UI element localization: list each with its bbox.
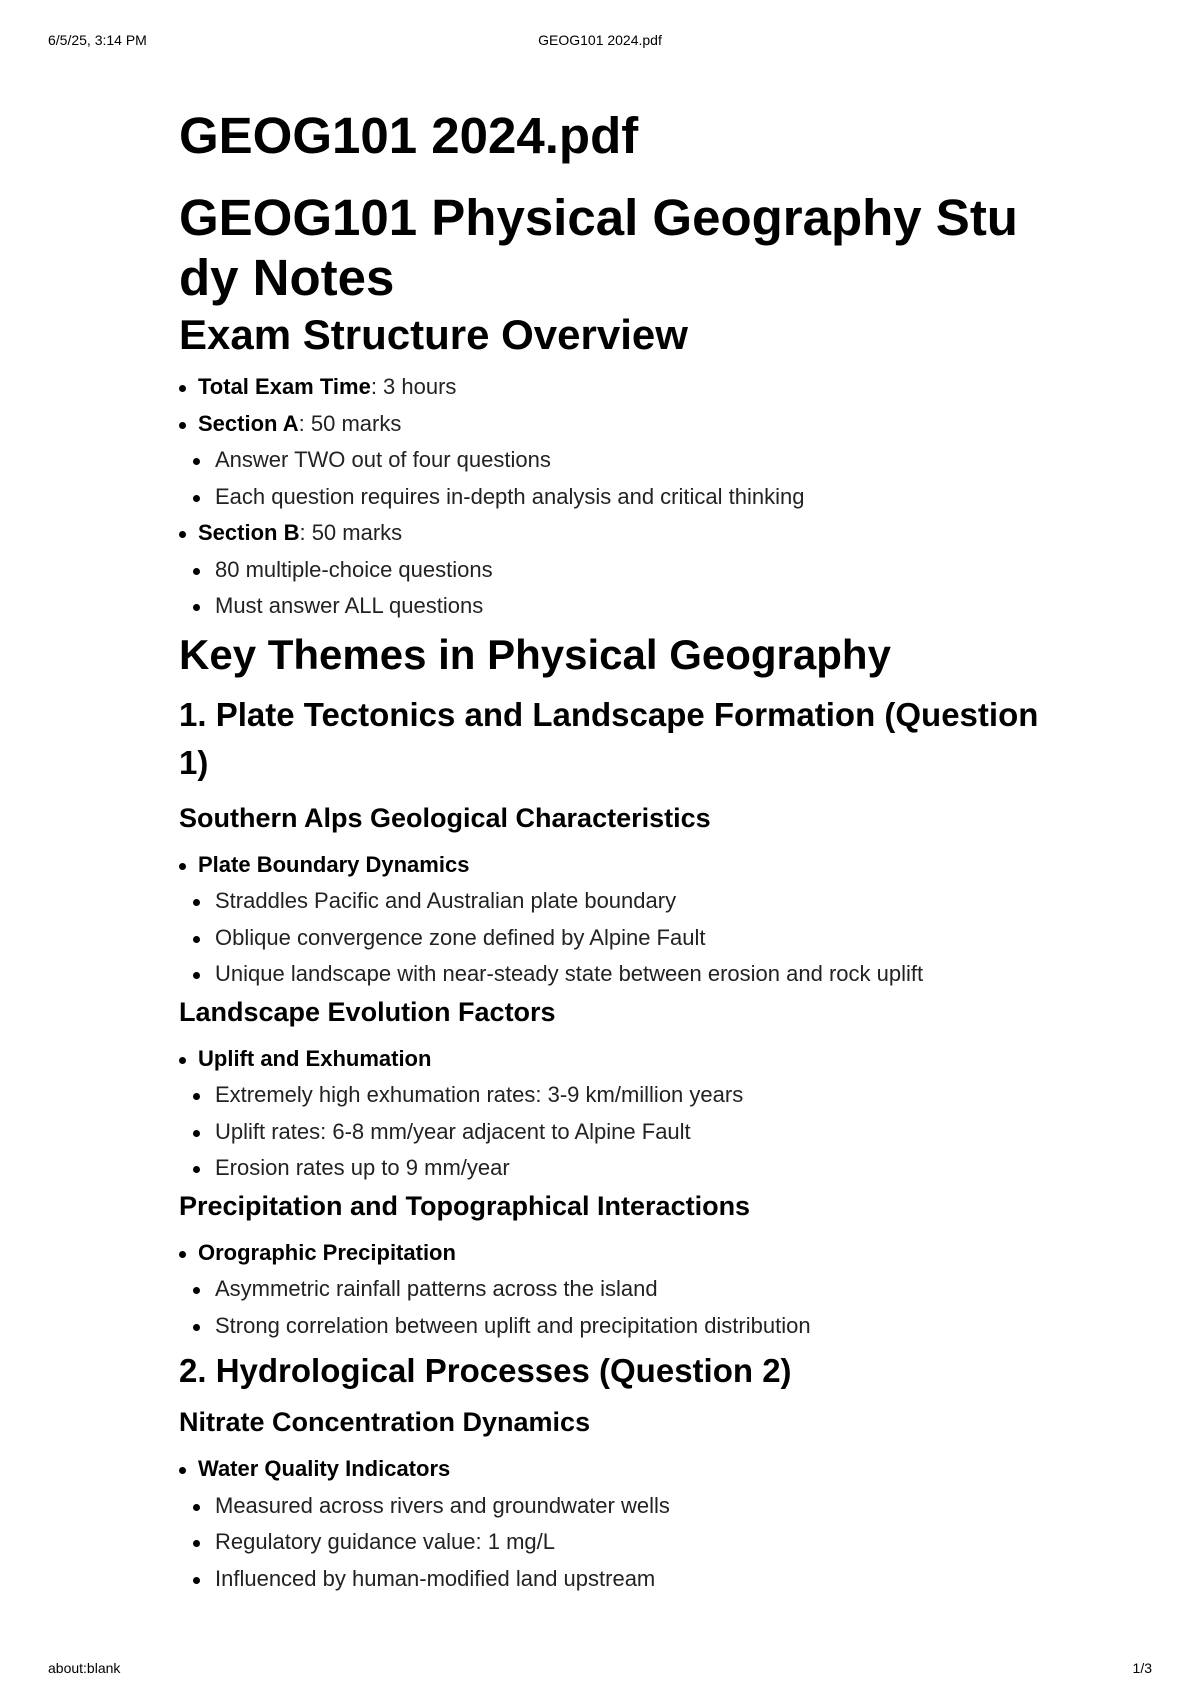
list-item: Plate Boundary Dynamics bbox=[179, 847, 1039, 884]
exam-structure-heading: Exam Structure Overview bbox=[179, 311, 688, 358]
exam-structure-list bbox=[179, 369, 1039, 625]
nitrate-heading: Nitrate Concentration Dynamics bbox=[179, 1407, 591, 1437]
print-url: about:blank bbox=[48, 1660, 121, 1676]
print-header bbox=[48, 32, 1152, 50]
list-item: Oblique convergence zone defined by Alpine Fault bbox=[179, 920, 1039, 957]
list-item bbox=[179, 369, 1039, 406]
list-item: 80 multiple-choice questions bbox=[179, 552, 1039, 589]
precipitation-heading: Precipitation and Topographical Interactions bbox=[179, 1190, 751, 1221]
precipitation-list bbox=[179, 1235, 1039, 1345]
landscape-evolution-heading: Landscape Evolution Factors bbox=[179, 996, 556, 1027]
section-a-value: : 50 marks bbox=[298, 410, 402, 436]
southern-alps-list bbox=[179, 847, 1039, 993]
document-title: GEOG101 Physical Geography Study Notes bbox=[179, 189, 1018, 306]
list-item: Unique landscape with near-steady state between erosion and rock uplift bbox=[179, 956, 1039, 993]
document-filename: GEOG101 2024.pdf bbox=[179, 107, 639, 164]
list-item: Answer TWO out of four questions bbox=[179, 442, 1039, 479]
list-item: Uplift and Exhumation bbox=[179, 1041, 1039, 1078]
list-item: Straddles Pacific and Australian plate boundary bbox=[179, 883, 1039, 920]
page-number: 1/3 bbox=[1132, 1660, 1152, 1676]
list-item: Erosion rates up to 9 mm/year bbox=[179, 1150, 1039, 1187]
list-item: Uplift rates: 6-8 mm/year adjacent to Alpine Fault bbox=[179, 1114, 1039, 1151]
list-item: Influenced by human-modified land upstream bbox=[179, 1561, 1039, 1598]
key-themes-heading: Key Themes in Physical Geography bbox=[179, 630, 891, 678]
list-item: Strong correlation between uplift and precipitation distribution bbox=[179, 1308, 1039, 1345]
total-time-value: : 3 hours bbox=[370, 374, 457, 399]
print-footer bbox=[48, 1660, 1152, 1678]
list-item: Water Quality Indicators bbox=[179, 1451, 1039, 1488]
list-item bbox=[179, 515, 1039, 552]
section-b-label: Section B bbox=[198, 520, 300, 545]
print-title: GEOG101 2024.pdf bbox=[538, 32, 662, 48]
list-item: Each question requires in-depth analysis and critical thinking bbox=[179, 479, 1039, 516]
section-a-label: Section A bbox=[198, 410, 299, 436]
list-item: Orographic Precipitation bbox=[179, 1235, 1039, 1272]
southern-alps-heading: Southern Alps Geological Characteristics bbox=[179, 802, 711, 833]
list-item bbox=[179, 406, 1039, 443]
section-b-value: : 50 marks bbox=[299, 520, 403, 545]
list-item: Extremely high exhumation rates: 3-9 km/million years bbox=[179, 1077, 1039, 1114]
list-item: Must answer ALL questions bbox=[179, 588, 1039, 625]
list-item: Asymmetric rainfall patterns across the island bbox=[179, 1271, 1039, 1308]
list-item: Regulatory guidance value: 1 mg/L bbox=[179, 1524, 1039, 1561]
topic-1-heading: 1. Plate Tectonics and Landscape Formation (Question 1) bbox=[179, 695, 1039, 781]
print-datetime: 6/5/25, 3:14 PM bbox=[48, 32, 147, 48]
document-body bbox=[179, 100, 1039, 1597]
nitrate-list bbox=[179, 1451, 1039, 1597]
topic-2-heading: 2. Hydrological Processes (Question 2) bbox=[179, 1352, 792, 1389]
total-time-label: Total Exam Time bbox=[198, 374, 371, 399]
landscape-evolution-list bbox=[179, 1041, 1039, 1187]
list-item: Measured across rivers and groundwater wells bbox=[179, 1488, 1039, 1525]
